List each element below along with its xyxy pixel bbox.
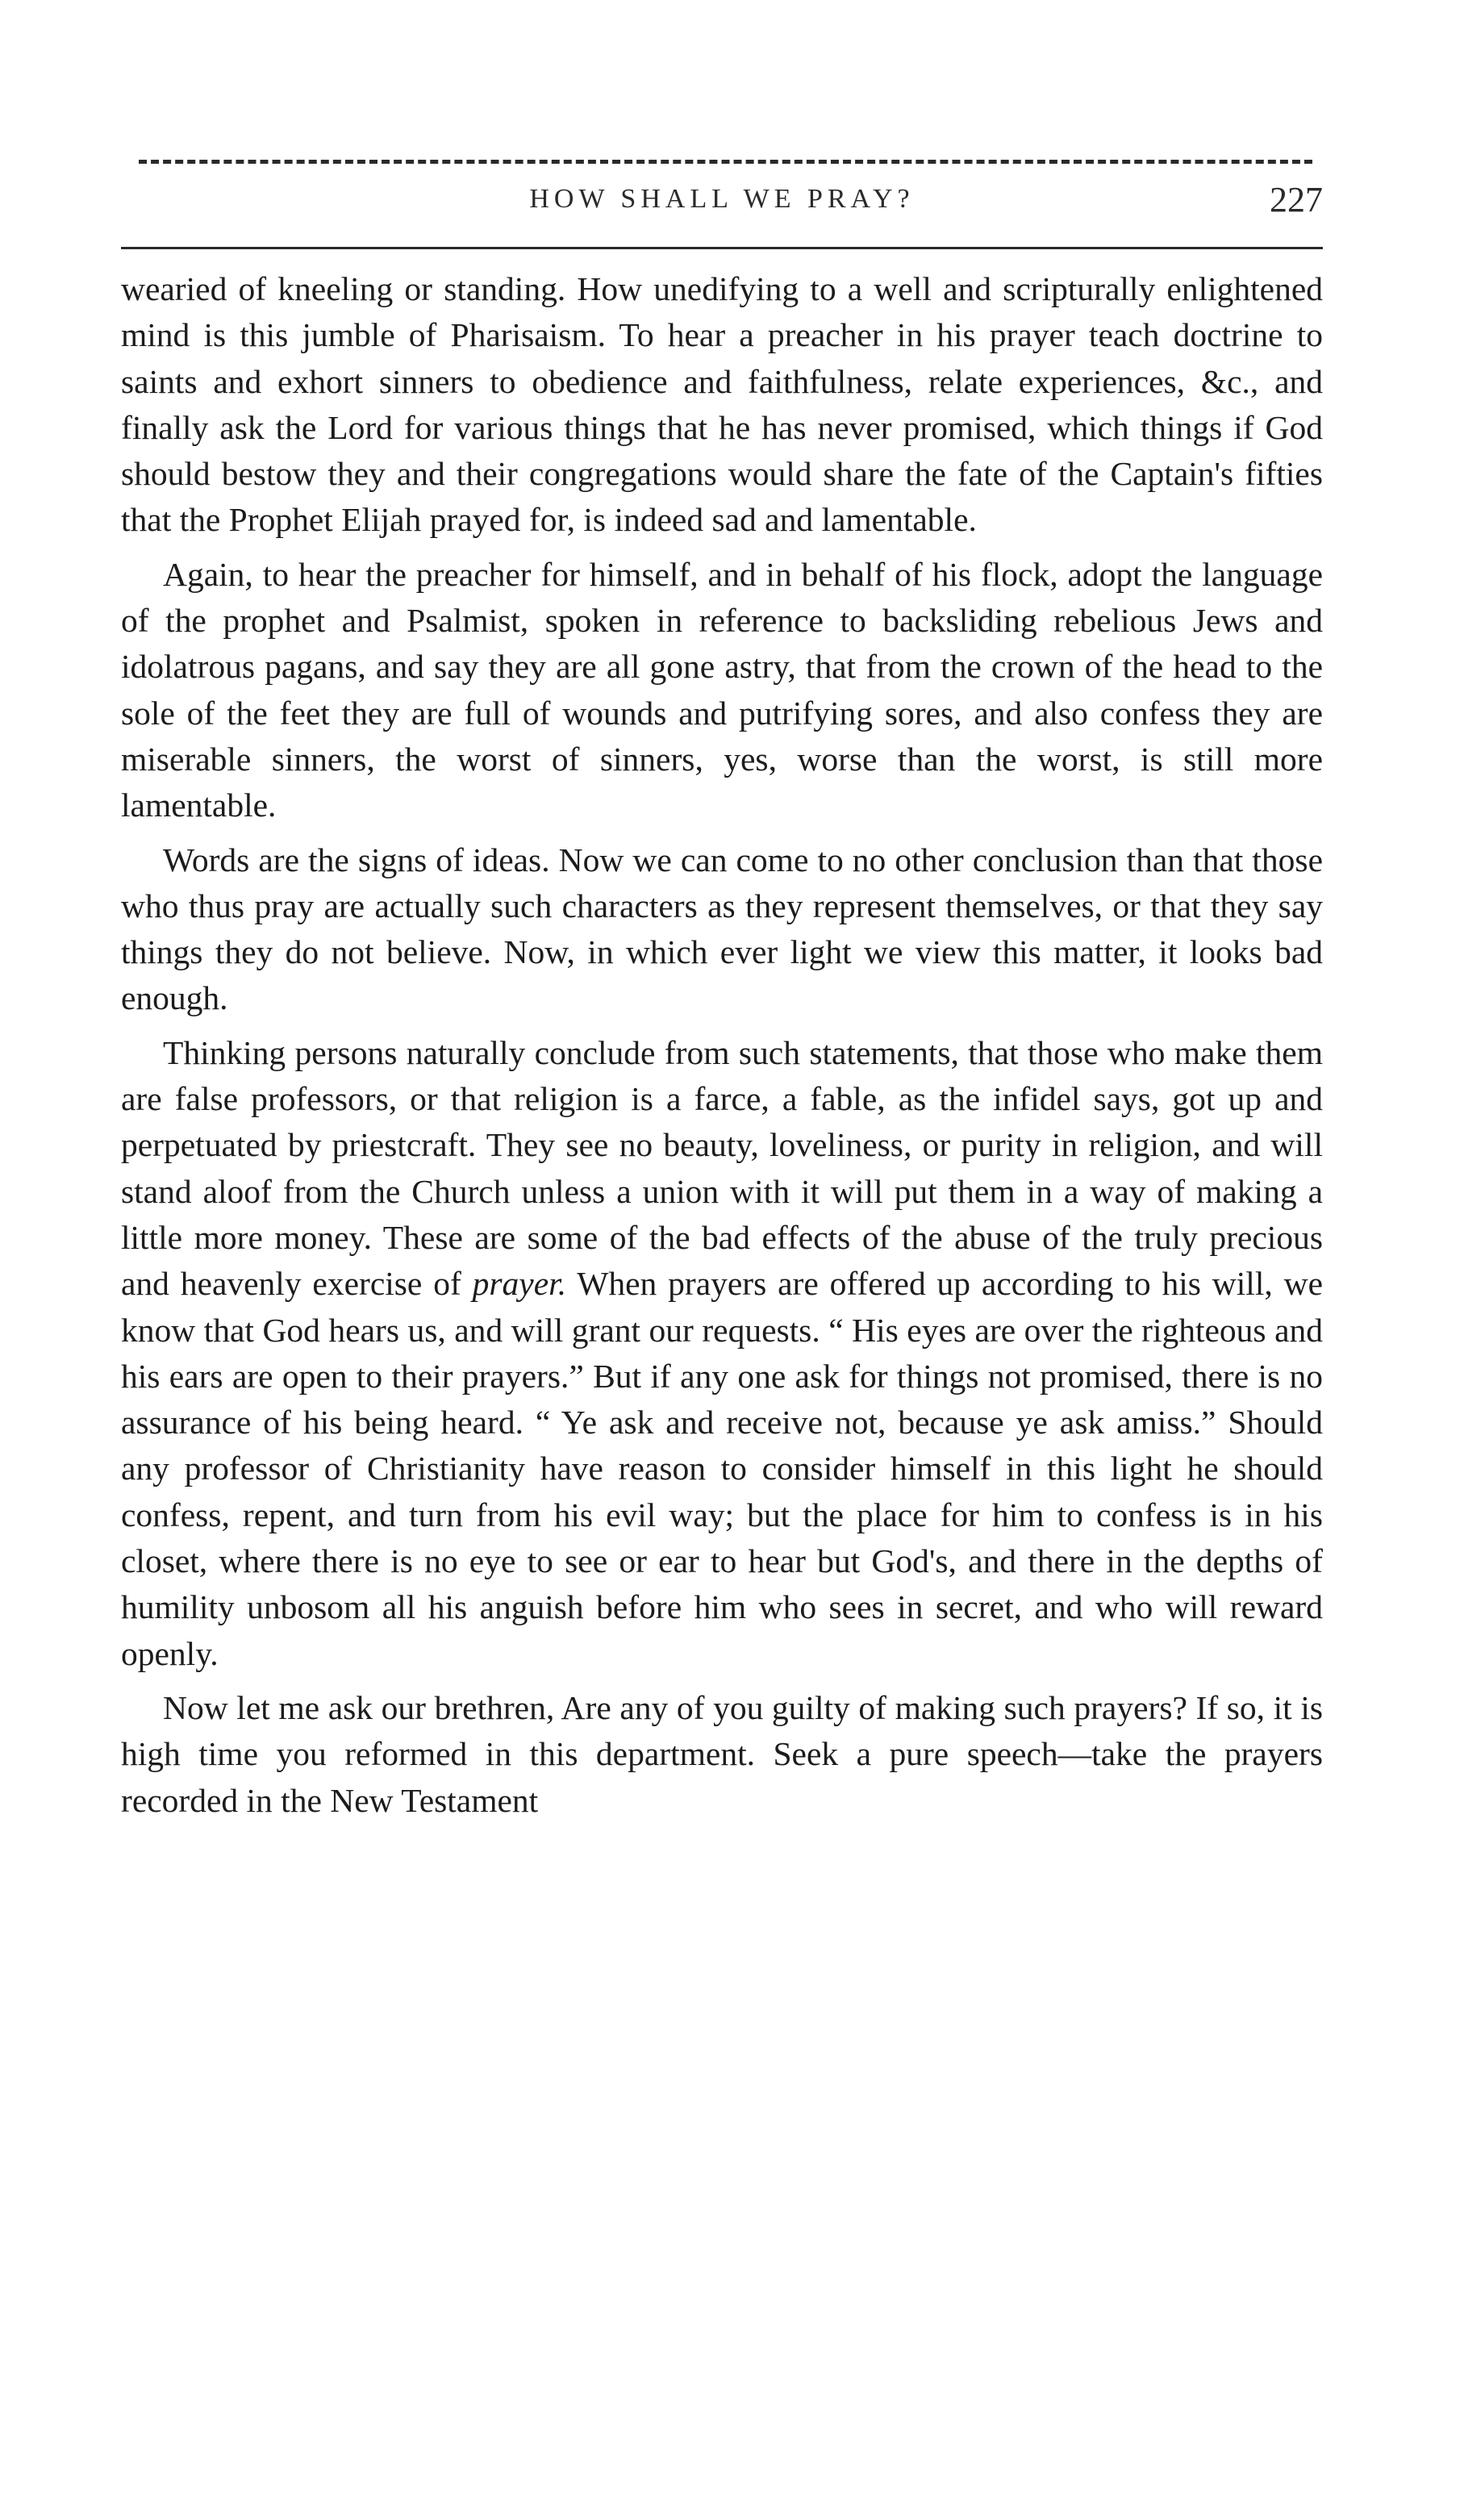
paragraph-brethren: Now let me ask our brethren, Are any of you guilty of making such prayers? If so, it is high time you reformed in this department. Seek a pure speech—take the prayers recorded in the New Testament — [121, 1688, 1323, 1819]
italic-word-prayer: prayer. — [472, 1265, 567, 1303]
paragraph-preacher-lament: Again, to hear the preacher for himself, and in behalf of his flock, adopt the language of the prophet and Psalmist, spoken in reference to backsliding rebelious Jews and idolatrous pagans, and say they are all gone astry, that from the crown of the head to the sole of the feet they are full of wounds and putrifying sores, and also confess they are miserable sinners, the worst of sinners, yes, worse than the worst, is still more lamentable. — [121, 555, 1323, 824]
page-number: 227 — [1270, 180, 1323, 219]
paragraph-thinking-persons — [121, 1030, 1323, 1677]
running-head: HOW SHALL WE PRAY? — [529, 184, 915, 214]
header-rule — [121, 247, 1323, 249]
top-rule — [139, 160, 1312, 164]
paragraph-text-part: Thinking persons naturally conclude from such statements, that those who make them are false professors, or that religion is a farce, a fable, as the infidel says, got up and perpetuated by priestcraft. They see no beauty, loveliness, or purity in religion, and will stand aloof from the Church unless a union with it will put them in a way of making a little more money. These are some of the bad effects of the abuse of the truly precious and heavenly exercise of — [121, 1033, 1323, 1303]
page-header — [121, 179, 1323, 231]
body-text — [121, 266, 1323, 1832]
paragraph-text-part: When prayers are offered up according to his will, we know that God hears us, and will grant our requests. “ His eyes are over the righteous and his ears are open to their prayers.” But if any one ask for things not promised, there is no assurance of his being heard. “ Ye ask and receive not, because ye ask amiss.” Should any professor of Christianity have reason to consider himself in this light he should confess, repent, and turn from his evil way; but the place for him to confess is in his closet, where there is no eye to see or ear to hear but God's, and there in the depths of humility unbosom all his anguish before him who sees in secret, and who will reward openly. — [121, 1265, 1323, 1672]
paragraph-words-signs: Words are the signs of ideas. Now we can come to no other conclusion than that those who thus pray are actually such characters as they represent themselves, or that they say things they do not believe. Now, in which ever light we view this matter, it looks bad enough. — [121, 841, 1323, 1017]
paragraph-continued: wearied of kneeling or standing. How unedifying to a well and scripturally enlightened mind is this jumble of Pharisaism. To hear a preacher in his prayer teach doctrine to saints and exhort sinners to obedience and faithfulness, relate experiences, &c., and finally ask the Lord for various things that he has never promised, which things if God should bestow they and their congregations would share the fate of the Captain's fifties that the Prophet Elijah prayed for, is indeed sad and lamentable. — [121, 270, 1323, 539]
